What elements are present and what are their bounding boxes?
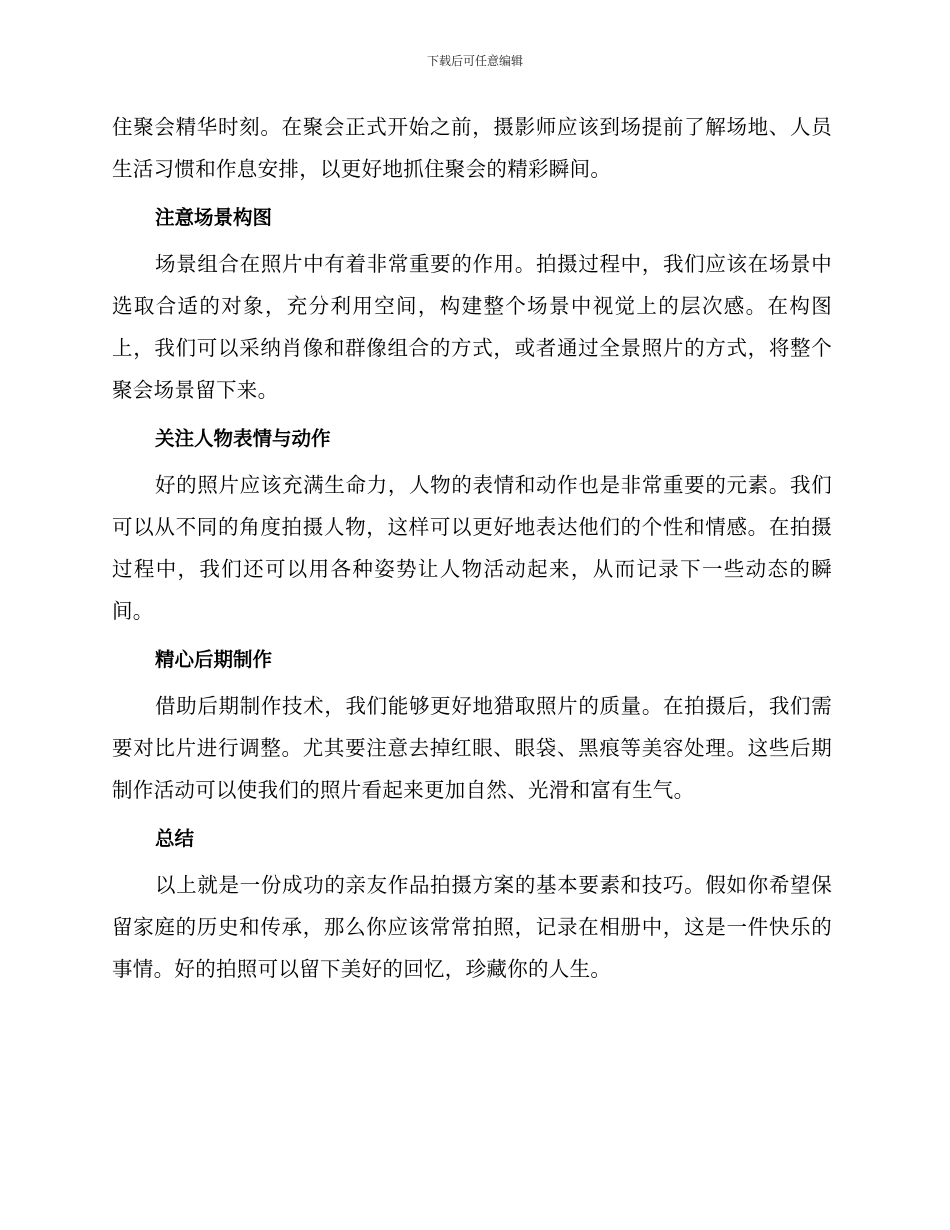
section-heading-postprocess: 精心后期制作	[155, 648, 273, 671]
section-heading-composition: 注意场景构图	[155, 206, 273, 229]
section-heading-summary: 总结	[155, 827, 195, 850]
expression-paragraph: 好的照片应该充满生命力，人物的表情和动作也是非常重要的元素。我们可以从不同的角度拍摄人物，这样可以更好地表达他们的个性和情感。在拍摄过程中，我们还可以用各种姿势让人物活动起来，从而记录下一些动态的瞬间。	[112, 473, 832, 623]
page-header: 下载后可任意编辑	[426, 54, 523, 68]
summary-paragraph: 以上就是一份成功的亲友作品拍摄方案的基本要素和技巧。假如你希望保留家庭的历史和传承，那么你应该常常拍照，记录在相册中，这是一件快乐的事情。好的拍照可以留下美好的回忆，珍藏你的人生。	[112, 873, 832, 981]
section-heading-expression: 关注人物表情与动作	[155, 427, 331, 450]
postprocess-paragraph: 借助后期制作技术，我们能够更好地猎取照片的质量。在拍摄后，我们需要对比片进行调整。尤其要注意去掉红眼、眼袋、黑痕等美容处理。这些后期制作活动可以使我们的照片看起来更加自然、光滑和富有生气。	[112, 694, 832, 802]
document-body	[112, 106, 832, 990]
composition-paragraph: 场景组合在照片中有着非常重要的作用。拍摄过程中，我们应该在场景中选取合适的对象，充分利用空间，构建整个场景中视觉上的层次感。在构图上，我们可以采纳肖像和群像组合的方式，或者通过全景照片的方式，将整个聚会场景留下来。	[112, 252, 832, 402]
intro-paragraph: 住聚会精华时刻。在聚会正式开始之前，摄影师应该到场提前了解场地、人员生活习惯和作息安排，以更好地抓住聚会的精彩瞬间。	[112, 115, 832, 181]
